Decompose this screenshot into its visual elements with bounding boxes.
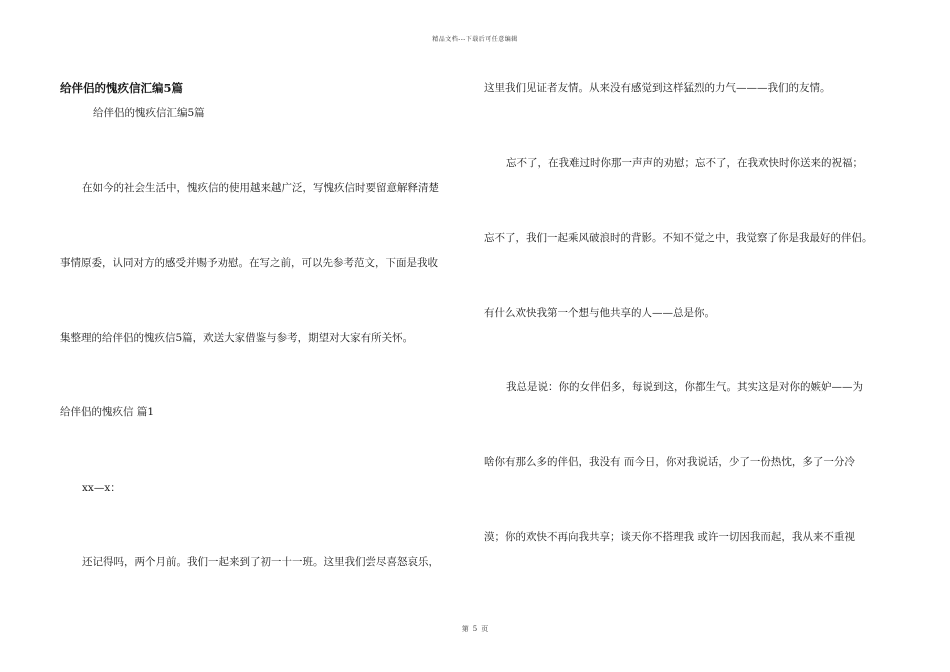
letter-body-line: 这里我们见证者友情。从来没有感觉到这样猛烈的力气———我们的友情。 xyxy=(484,82,831,94)
intro-paragraph-line: 事情原委，认同对方的感受并赐予劝慰。在写之前，可以先参考范文，下面是我收 xyxy=(60,257,438,269)
page-number-suffix: 页 xyxy=(481,625,489,633)
letter-body-line: 漠；你的欢快不再向我共享；谈天你不搭理我 或许一切因我而起，我从来不重视 xyxy=(484,531,855,543)
letter-body-line: 忘不了，我们一起乘风破浪时的背影。不知不觉之中，我觉察了你是我最好的伴侣。 xyxy=(484,232,873,244)
section-heading: 给伴侣的愧疚信 篇1 xyxy=(60,406,155,418)
intro-paragraph-line: 在如今的社会生活中，愧疚信的使用越来越广泛，写愧疚信时要留意解释清楚 xyxy=(82,182,439,194)
letter-body-line: 有什么欢快我第一个想与他共享的人——总是你。 xyxy=(484,307,715,319)
page-number xyxy=(0,624,950,634)
page-number-prefix: 第 xyxy=(461,625,469,633)
letter-body-line: 啥你有那么多的伴侣，我没有 而今日，你对我说话，少了一份热忱，多了一分冷 xyxy=(484,456,855,468)
letter-body-line: 忘不了，在我难过时你那一声声的劝慰；忘不了，在我欢快时你送来的祝福； xyxy=(506,157,863,169)
header-note: 精品文档---下载后可任意编辑 xyxy=(432,36,518,43)
document-title: 给伴侣的愧疚信汇编5篇 xyxy=(60,81,184,95)
letter-salutation: xx—x： xyxy=(82,482,121,494)
document-subtitle: 给伴侣的愧疚信汇编5篇 xyxy=(93,107,205,119)
page-number-value: 5 xyxy=(472,625,478,633)
intro-paragraph-line: 集整理的给伴侣的愧疚信5篇，欢送大家借鉴与参考，期望对大家有所关怀。 xyxy=(60,332,414,344)
letter-body-line: 还记得吗，两个月前。我们一起来到了初一十一班。这里我们尝尽喜怒哀乐， xyxy=(82,556,439,568)
letter-body-line: 我总是说：你的女伴侣多，每说到这，你都生气。其实这是对你的嫉妒——为 xyxy=(506,381,863,393)
